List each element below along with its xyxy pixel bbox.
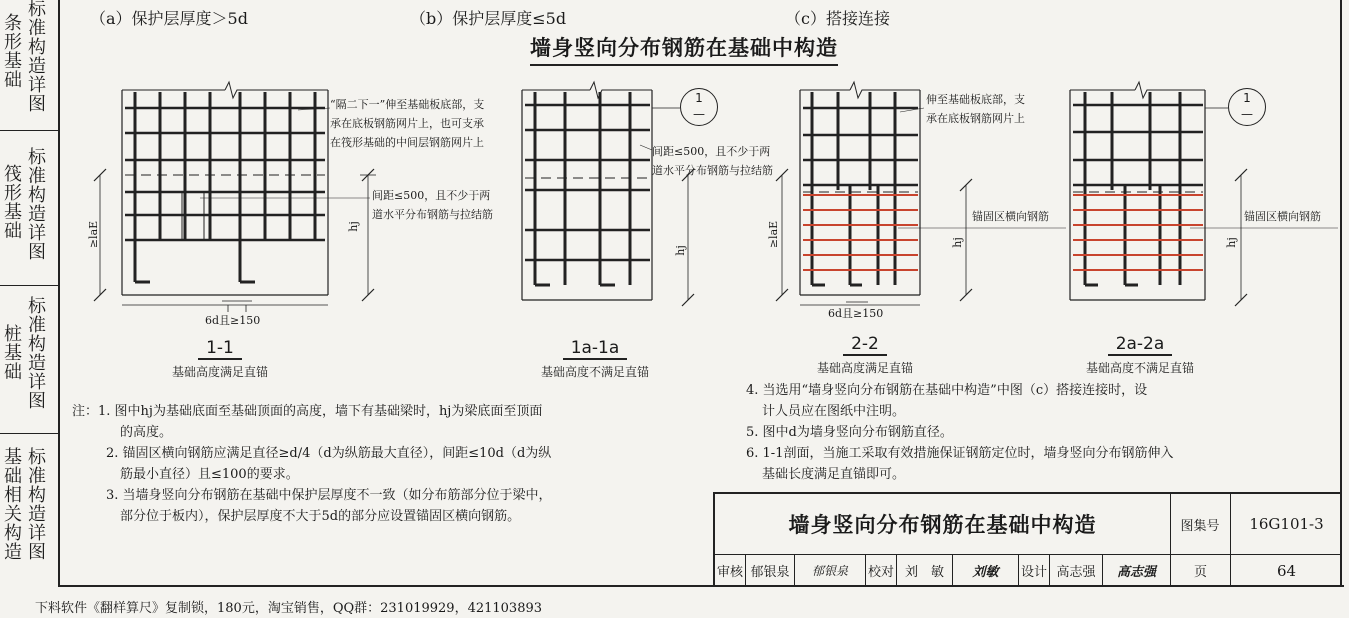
annotation-2a-2a-mid: 锚固区横向钢筋 — [1244, 210, 1321, 223]
circle-number: 1 — [695, 91, 703, 105]
subtitle-a: （a）保护层厚度＞5d — [90, 9, 248, 28]
section-number: 1-1 — [198, 338, 242, 360]
section-caption: 基础高度满足直锚 — [816, 361, 913, 375]
annotation-line: 伸至基础板底部，支 — [926, 93, 1025, 106]
circle-number: 1 — [1243, 91, 1251, 105]
annotation-line: 道水平分布钢筋与拉结筋 — [372, 208, 493, 221]
note-1-line-1: 注：1. 图中hj为基础底面至基础顶面的高度，墙下有基础梁时，hj为梁底面至顶面 — [72, 404, 543, 419]
circle-sub: — — [1241, 107, 1253, 121]
annotation-line: 间距≤500，且不少于两 — [652, 145, 771, 158]
section-number: 1a-1a — [563, 338, 628, 360]
title-block-title: 墙身竖向分布钢筋在基础中构造 — [715, 494, 1171, 555]
reviewer-signature: 郁银泉 — [795, 555, 866, 586]
note-2-line-1: 2. 锚固区横向钢筋应满足直径≥d/4（d为纵筋最大直径），间距≤10d（d为纵 — [106, 446, 552, 461]
review-label: 审核 — [715, 555, 746, 586]
reviewer-name: 郁银泉 — [746, 555, 795, 586]
sidebar-section-subtitle: 标准构造详图 — [28, 147, 46, 263]
section-index-circle-1a — [680, 88, 718, 126]
sidebar-section-subtitle: 标准构造详图 — [28, 296, 46, 412]
note-5: 5. 图中d为墙身竖向分布钢筋直径。 — [746, 425, 953, 440]
note-4-line-1: 4. 当选用“墙身竖向分布钢筋在基础中构造”中图（c）搭接连接时，设 — [746, 383, 1148, 398]
section-caption: 基础高度不满足直锚 — [540, 365, 649, 379]
section-label-2a-2a — [1065, 334, 1215, 376]
section-label-1-1 — [150, 338, 290, 380]
designer-name: 高志强 — [1050, 555, 1103, 586]
title-block — [713, 492, 1342, 587]
sidebar-section-title: 基础相关构造 — [4, 447, 22, 563]
dim-hj-1: hj — [346, 221, 360, 232]
sidebar-section-title: 桩基础 — [4, 324, 22, 383]
dim-hj-2: hj — [950, 237, 964, 248]
section-label-1a-1a — [520, 338, 670, 380]
section-index-circle-2a — [1228, 88, 1266, 126]
dim-laE-1: ≥laE — [87, 220, 101, 249]
annotation-line: 道水平分布钢筋与拉结筋 — [652, 164, 773, 177]
note-3-line-2: 部分位于板内），保护层厚度不大于5d的部分应设置锚固区横向钢筋。 — [120, 509, 521, 524]
circle-sub: — — [693, 107, 705, 121]
design-label: 设计 — [1019, 555, 1050, 586]
dim-hj-2a: hj — [1224, 237, 1238, 248]
annotation-line: 承在底板钢筋网片上 — [926, 112, 1025, 125]
subtitle-c: （c）搭接连接 — [785, 9, 890, 28]
annotation-line: “隔二下一”伸至基础板底部，支 — [330, 98, 485, 111]
section-label-2-2 — [795, 334, 935, 376]
section-caption: 基础高度满足直锚 — [171, 365, 268, 379]
atlas-label: 图集号 — [1170, 494, 1231, 555]
dim-spacing-2-2: 6d且≥150 — [828, 307, 884, 320]
note-6-line-1: 6. 1-1剖面，当施工采取有效措施保证钢筋定位时，墙身竖向分布钢筋伸入 — [746, 446, 1174, 461]
section-number: 2a-2a — [1108, 334, 1173, 356]
main-title: 墙身竖向分布钢筋在基础中构造 — [530, 32, 838, 66]
section-number: 2-2 — [843, 334, 887, 356]
subtitle-b: （b）保护层厚度≤5d — [410, 9, 567, 28]
dim-laE-2: ≥laE — [767, 220, 781, 249]
note-4-line-2: 计人员应在图纸中注明。 — [762, 404, 906, 419]
check-label: 校对 — [866, 555, 897, 586]
annotation-1a-1a — [652, 142, 773, 180]
note-1-line-2: 的高度。 — [120, 425, 173, 440]
annotation-line: 在筏形基础的中间层钢筋网片上 — [330, 136, 484, 149]
designer-signature: 高志强 — [1103, 555, 1171, 586]
dim-hj-1a: hj — [673, 245, 687, 256]
annotation-line: 承在底板钢筋网片上，也可支承 — [330, 117, 484, 130]
checker-signature: 刘敏 — [953, 555, 1019, 586]
footer-ad-text: 下料软件《翻样算尺》复制锁，180元，淘宝销售，QQ群：231019929，421103893 — [35, 601, 543, 616]
annotation-2-2-mid: 锚固区横向钢筋 — [972, 210, 1049, 223]
section-2a-2a-drawing — [1070, 82, 1338, 306]
section-1a-1a-drawing — [522, 82, 694, 306]
sidebar-section-title: 筏形基础 — [4, 164, 22, 242]
note-6-line-2: 基础长度满足直锚即可。 — [762, 467, 906, 482]
sidebar-section-title: 条形基础 — [4, 13, 22, 91]
annotation-line: 间距≤500，且不少于两 — [372, 189, 491, 202]
checker-name: 刘 敏 — [897, 555, 953, 586]
annotation-1-1-mid — [372, 186, 493, 224]
atlas-number: 16G101-3 — [1231, 494, 1342, 555]
section-caption: 基础高度不满足直锚 — [1085, 361, 1194, 375]
annotation-2-2-top — [926, 90, 1025, 128]
dim-spacing-1-1: 6d且≥150 — [205, 314, 261, 327]
page-label: 页 — [1171, 555, 1231, 586]
page-number: 64 — [1276, 561, 1297, 580]
notes-right — [746, 380, 1336, 485]
note-3-line-1: 3. 当墙身竖向分布钢筋在基础中保护层厚度不一致（如分布筋部分位于梁中， — [106, 488, 552, 503]
sidebar-section-subtitle: 标准构造详图 — [28, 0, 46, 115]
note-2-line-2: 筋最小直径）且≤100的要求。 — [120, 467, 299, 482]
annotation-1-1-top — [330, 95, 484, 152]
sidebar-section-subtitle: 标准构造详图 — [28, 447, 46, 563]
notes-left — [72, 401, 712, 527]
